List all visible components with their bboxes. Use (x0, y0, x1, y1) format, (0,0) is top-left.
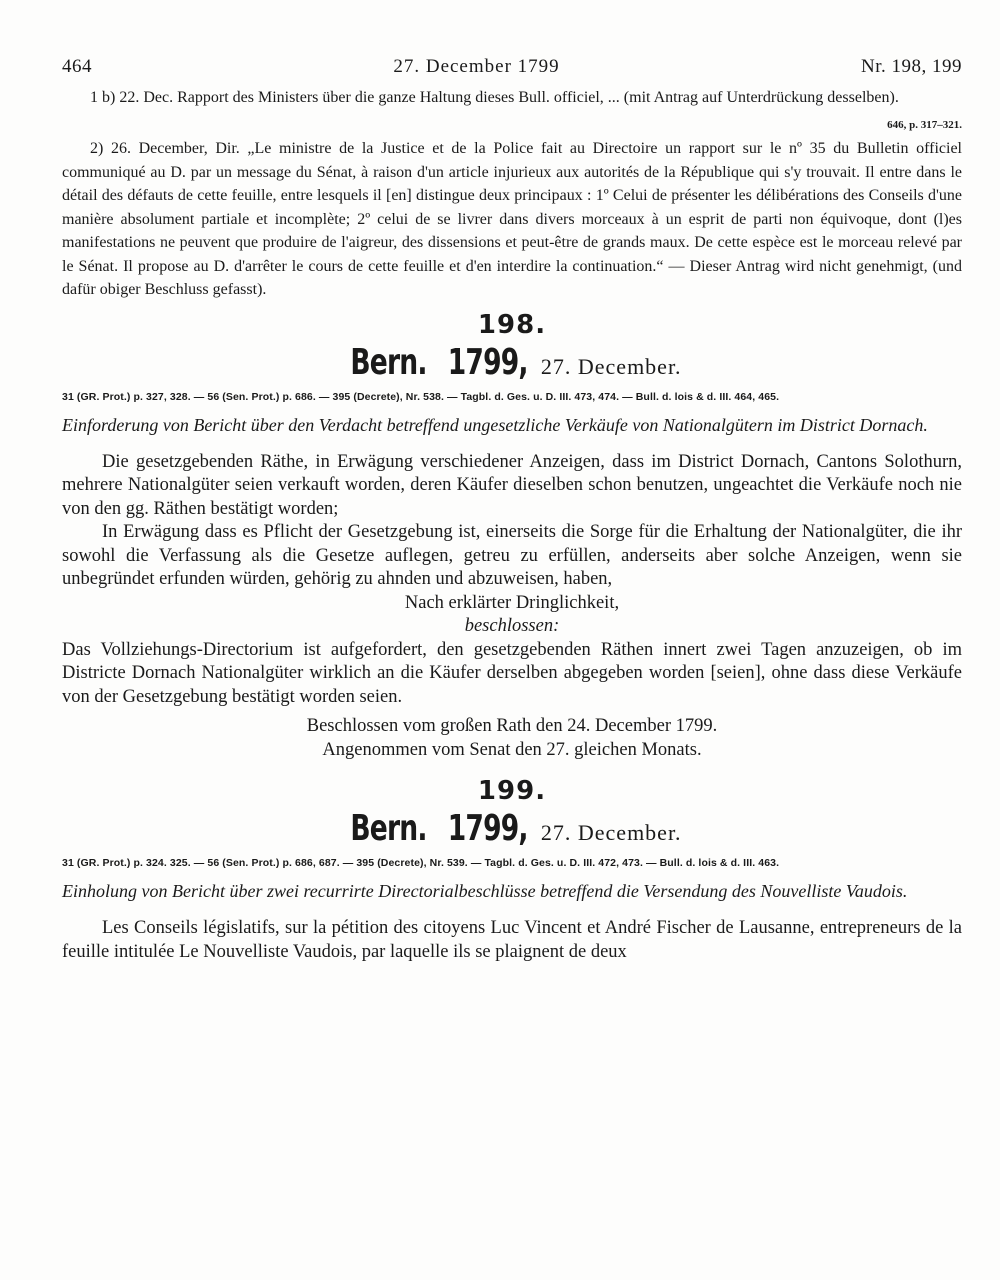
doc-199-date: 27. December. (540, 820, 682, 845)
document-page (62, 56, 962, 964)
note-1b-reference: 646, p. 317–321. (887, 118, 962, 131)
doc-199-body (62, 917, 962, 964)
doc-198-heading (62, 342, 962, 383)
doc-199-heading (62, 808, 962, 849)
doc-198-body (62, 451, 962, 763)
header-doc-numbers: Nr. 198, 199 (861, 56, 962, 77)
document-199 (62, 776, 962, 964)
doc-198-year: 1799, (448, 341, 529, 383)
doc-198-paragraph-3: Das Vollziehungs-Directorium ist aufgefordert, den gesetzgebenden Räthen innert zwei Tagen anzuzeigen, ob im Districte Dornach Nationalgüter wirklich an die Käufer derselben abgegeben worden [seien], ohne dass diese Verkäufe von der Gesetzgebung bestätigt worden seien. (62, 639, 962, 707)
doc-199-sources: 31 (GR. Prot.) p. 324. 325. — 56 (Sen. Prot.) p. 686, 687. — 395 (Decrete), Nr. 539. — Tagbl. d. Ges. u. D. III. 472, 473. — Bull. d. lois & d. III. 463. (62, 857, 780, 869)
doc-199-paragraph-1: Les Conseils législatifs, sur la pétition des citoyens Luc Vincent et André Fischer de Lausanne, entrepreneurs de la feuille intitulée Le Nouvelliste Vaudois, par laquelle ils se plaignent de deux (62, 918, 962, 962)
doc-198-urgency: Nach erklärter Dringlichkeit, (404, 592, 620, 613)
doc-198-closing-1: Beschlossen vom großen Rath den 24. December 1799. (306, 716, 718, 736)
doc-198-subject: Einforderung von Bericht über den Verdacht betreffend ungesetzliche Verkäufe von Nationalgütern im District Dornach. (62, 414, 928, 435)
page-number: 464 (62, 56, 92, 77)
page-header (62, 56, 962, 86)
preceding-section (62, 86, 962, 302)
doc-199-year: 1799, (448, 808, 529, 849)
note-2: 2) 26. December, Dir. „Le ministre de la Justice et de la Police fait au Directoire un rapport sur le nº 35 du Bulletin officiel communiqué au D. par un message du Sénat, à raison d'un article injurieux aux autorités de la République qui s'y trouvait. Il entre dans le détail des défauts de cette feuille, entre lesquels il [en] distingue deux principaux : 1º Celui de présenter les délibérations des Conseils d'une manière absolument partiale et incomplète; 2º celui de se livrer dans divers morceaux à un esprit de parti non équivoque, dont (l)es manifestations ne peuvent que produire de l'aigreur, des dissensions et peut-être de grands maux. De cette espèce est le morceau relevé par le Sénat. Il propose au D. d'arrêter le cours de cette feuille et d'en interdire la continuation.“ — Dieser Antrag wird nicht genehmigt, (und dafür obiger Beschluss gefasst). (62, 140, 962, 298)
doc-198-number: 198. (477, 309, 547, 340)
document-198 (62, 310, 962, 763)
header-date: 27. December 1799 (393, 56, 560, 77)
doc-199-place: Bern. (350, 808, 428, 849)
doc-198-closing-2: Angenommen vom Senat den 27. gleichen Monats. (322, 739, 702, 760)
doc-198-resolved: beschlossen: (464, 616, 560, 636)
doc-199-number: 199. (477, 776, 547, 806)
note-1b: 1 b) 22. Dec. Rapport des Ministers über die ganze Haltung dieses Bull. officiel, ... (mit Antrag auf Unterdrückung desselben). 646, p. 317–321. (62, 86, 962, 110)
doc-199-subject: Einholung von Bericht über zwei recurrirte Directorialbeschlüsse betreffend die Versendung des Nouvelliste Vaudois. (62, 881, 908, 901)
doc-198-date: 27. December. (540, 353, 682, 379)
doc-198-paragraph-2: In Erwägung dass es Pflicht der Gesetzgebung ist, einerseits die Sorge für die Erhaltung der Nationalgüter, die ihr sowohl die Verfassung als die Gesetze auflegen, getreu zu erfüllen, anderseits aber solche Anzeigen, wenn sie unbegründet erfunden würden, gehörig zu ahnden und abzuweisen, haben, (62, 522, 962, 589)
doc-198-paragraph-1: Die gesetzgebenden Räthe, in Erwägung verschiedener Anzeigen, dass im District Dornach, Cantons Solothurn, mehrere Nationalgüter seien verkauft worden, deren Käufer dieselben schon benutzen, ungeachtet die Verkäufe noch nie von den gg. Räthen bestätigt worden; (62, 451, 962, 519)
doc-198-sources: 31 (GR. Prot.) p. 327, 328. — 56 (Sen. Prot.) p. 686. — 395 (Decrete), Nr. 538. — Tagbl. d. Ges. u. D. III. 473, 474. — Bull. d. lois & d. III. 464, 465. (62, 390, 780, 403)
doc-198-place: Bern. (350, 341, 428, 383)
